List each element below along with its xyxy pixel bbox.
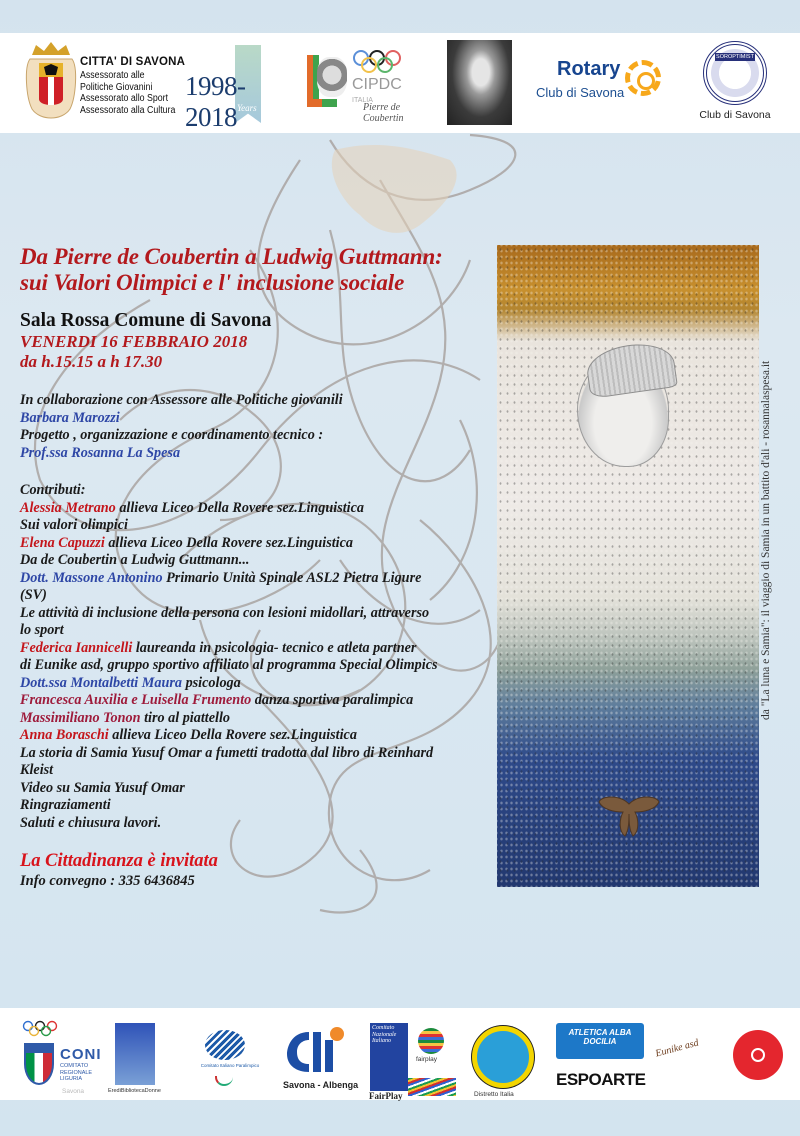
event-time: da h.15.15 a h 17.30 [20,352,163,371]
contributor-entry [20,640,500,658]
soroptimist-seal-icon [703,41,767,105]
city-of-savona-label [80,56,188,116]
special-olympics-logo [733,1030,783,1080]
city-title: CITTA' DI SAVONA [80,56,186,68]
contributor-topic: Le attività di inclusione della persona con lesioni midollari, attraverso [20,604,430,621]
city-dept-line: Assessorato alle [80,70,145,81]
contributor-entry [20,727,500,745]
coni-city: Savona [62,1088,85,1095]
event-venue: Sala Rossa Comune di Savona [20,310,272,331]
cipdc-logo [305,47,430,124]
olympic-rings-icon [22,1020,58,1038]
contributor-entry [20,675,500,693]
closing-item: Saluti e chiusura lavori. [20,814,162,831]
olympic-rings-icon [347,49,427,73]
event-date: VENERDI 16 FEBBRAIO 2018 [20,332,248,351]
painting-la-luna-e-samia [497,245,759,887]
rotary-logo [535,58,675,108]
contributor-role: tiro al piattello [140,709,230,726]
anniversary-logo [185,41,285,132]
contributor-entry [20,500,500,518]
city-dept-line: Politiche Giovanini [80,81,153,93]
contributor-role: allieva Liceo Della Rovere sez.Linguistica [104,534,353,551]
contributor-entry [20,535,500,553]
fairplay-label: fairplay [416,1056,437,1063]
italia-shield-icon [24,1043,54,1085]
contributor-name: Elena Capuzzi [20,534,105,551]
soroptimist-club: Club di Savona [699,109,771,121]
special-olympics-figure-icon [751,1048,765,1062]
contributor-topic: Sui valori olimpici [20,517,128,533]
contributor-name: Francesca Auxilia e Luisella Frumento [20,692,252,708]
organization-block [20,392,500,462]
csi-logo [285,1026,347,1074]
contributor-role: allieva Liceo Della Rovere sez.Linguistica [108,727,357,743]
rotary-club: Club di Savona [536,85,625,100]
anniversary-years: 1998-2018 [185,71,246,132]
cnfp-label: FairPlay [369,1091,403,1101]
header-logo-band [0,33,800,133]
contributor-name: Alessia Metrano [20,499,116,516]
contributor-name: Massimiliano Tonon [20,709,141,726]
contributor-role: Primario Unità Spinale ASL2 Pietra Ligure [162,569,422,586]
panathlon-label: Distretto Italia [474,1091,514,1098]
paralympic-committee-globe-icon [205,1030,245,1060]
espoarte-logo: ESPOARTE [556,1070,646,1089]
contributor-role: laureanda in psicologia- tecnico e atleta partner [132,639,417,656]
closing-item: Ringraziamenti [20,797,111,813]
contributions-heading: Contributi: [20,482,86,498]
collab-name: Barbara Marozzi [20,409,120,426]
rotary-wheel-icon [625,60,661,96]
contributor-role: allieva Liceo Della Rovere sez.Linguistica [115,499,365,516]
anniversary-years-label: Years [237,103,257,113]
cipdc-sub: ITALIA [352,97,373,104]
contributor-name: Anna Boraschi [20,727,109,743]
painting-caption: da "La luna e Samia": il viaggio di Samia in un battito d'ali - rosannalaspesa.it [760,360,772,720]
coni-name: CONI [60,1046,102,1063]
soroptimist-banner: SOROPTIMIST [716,54,754,60]
guttmann-portrait-photo [447,40,512,125]
comitato-fairplay-text: Comitato Nazionale Italiano [372,1025,397,1044]
fairplay-globe-icon [418,1028,444,1054]
cipdc-label: CIPDC [352,76,402,93]
agitos-icon [215,1076,233,1086]
contributor-topic: La storia di Samia Yusuf Omar a fumetti tradotta dal libro di Reinhard [20,744,434,761]
coubertin-signature: Pierre de Coubertin [363,102,404,124]
city-dept-line: Assessorato alla Cultura [80,104,176,116]
eunike-logo: Eunike asd [654,1037,700,1060]
event-title-line-2: sui Valori Olimpici e l' inclusione sociale [20,270,405,295]
collab-label: In collaborazione con Assessore alle Politiche giovanili [20,392,343,408]
contributor-role-cont: di Eunike asd, gruppo sportivo affiliato al programma Special Olimpics [20,657,438,673]
contributions-block [20,482,500,832]
info-phone: Info convegno : 335 6436845 [20,873,195,889]
rotary-name: Rotary [557,58,621,80]
event-title-line-1: Da Pierre de Coubertin a Ludwig Guttmann: [20,244,443,269]
butterfly-icon [597,790,661,838]
contributor-topic-cont: lo sport [20,622,64,638]
contributor-role: psicologa [182,674,241,691]
csi-label: Savona - Albenga [283,1080,359,1090]
contributor-name: Federica Iannicelli [20,639,133,656]
soroptimist-logo [695,41,775,131]
event-details [20,244,500,890]
project-name: Prof.ssa Rosanna La Spesa [20,444,181,461]
contributor-entry [20,570,500,588]
coubertin-portrait-icon [317,57,347,97]
project-label: Progetto , organizzazione e coordinamento tecnico : [20,427,324,443]
contributor-role: danza sportiva paralimpica [251,692,414,708]
contributor-name: Dott. Massone Antonino [20,569,163,586]
closing-item: Video su Samia Yusuf Omar [20,779,185,796]
contributor-name: Dott.ssa Montalbetti Maura [20,674,183,691]
savona-coat-of-arms-icon [22,37,80,125]
eredi-label: ErediBibliotecaDonne [108,1088,161,1094]
contributor-topic: Da de Coubertin a Ludwig Guttmann... [20,552,250,568]
contributor-topic-cont: Kleist [20,762,54,778]
panathlon-torch-icon [472,1026,534,1088]
contributor-entry [20,710,500,728]
eredi-biblioteca-donne-logo [115,1023,155,1085]
atletica-alba-docilia-logo: ATLETICA ALBA DOCILIA [556,1023,644,1059]
citizens-invited: La Cittadinanza è invitata [20,851,218,871]
fairplay-stripes-icon [408,1078,456,1096]
contributor-entry [20,692,500,710]
city-dept-line: Assessorato allo Sport [80,93,169,104]
contributor-role-cont: (SV) [20,587,47,603]
coni-logo: CONI COMITATO REGIONALE LIGURIA [60,1046,102,1082]
footer-sponsor-band [0,1008,800,1100]
cip-label: Comitato Italiano Paralimpico [200,1063,260,1068]
